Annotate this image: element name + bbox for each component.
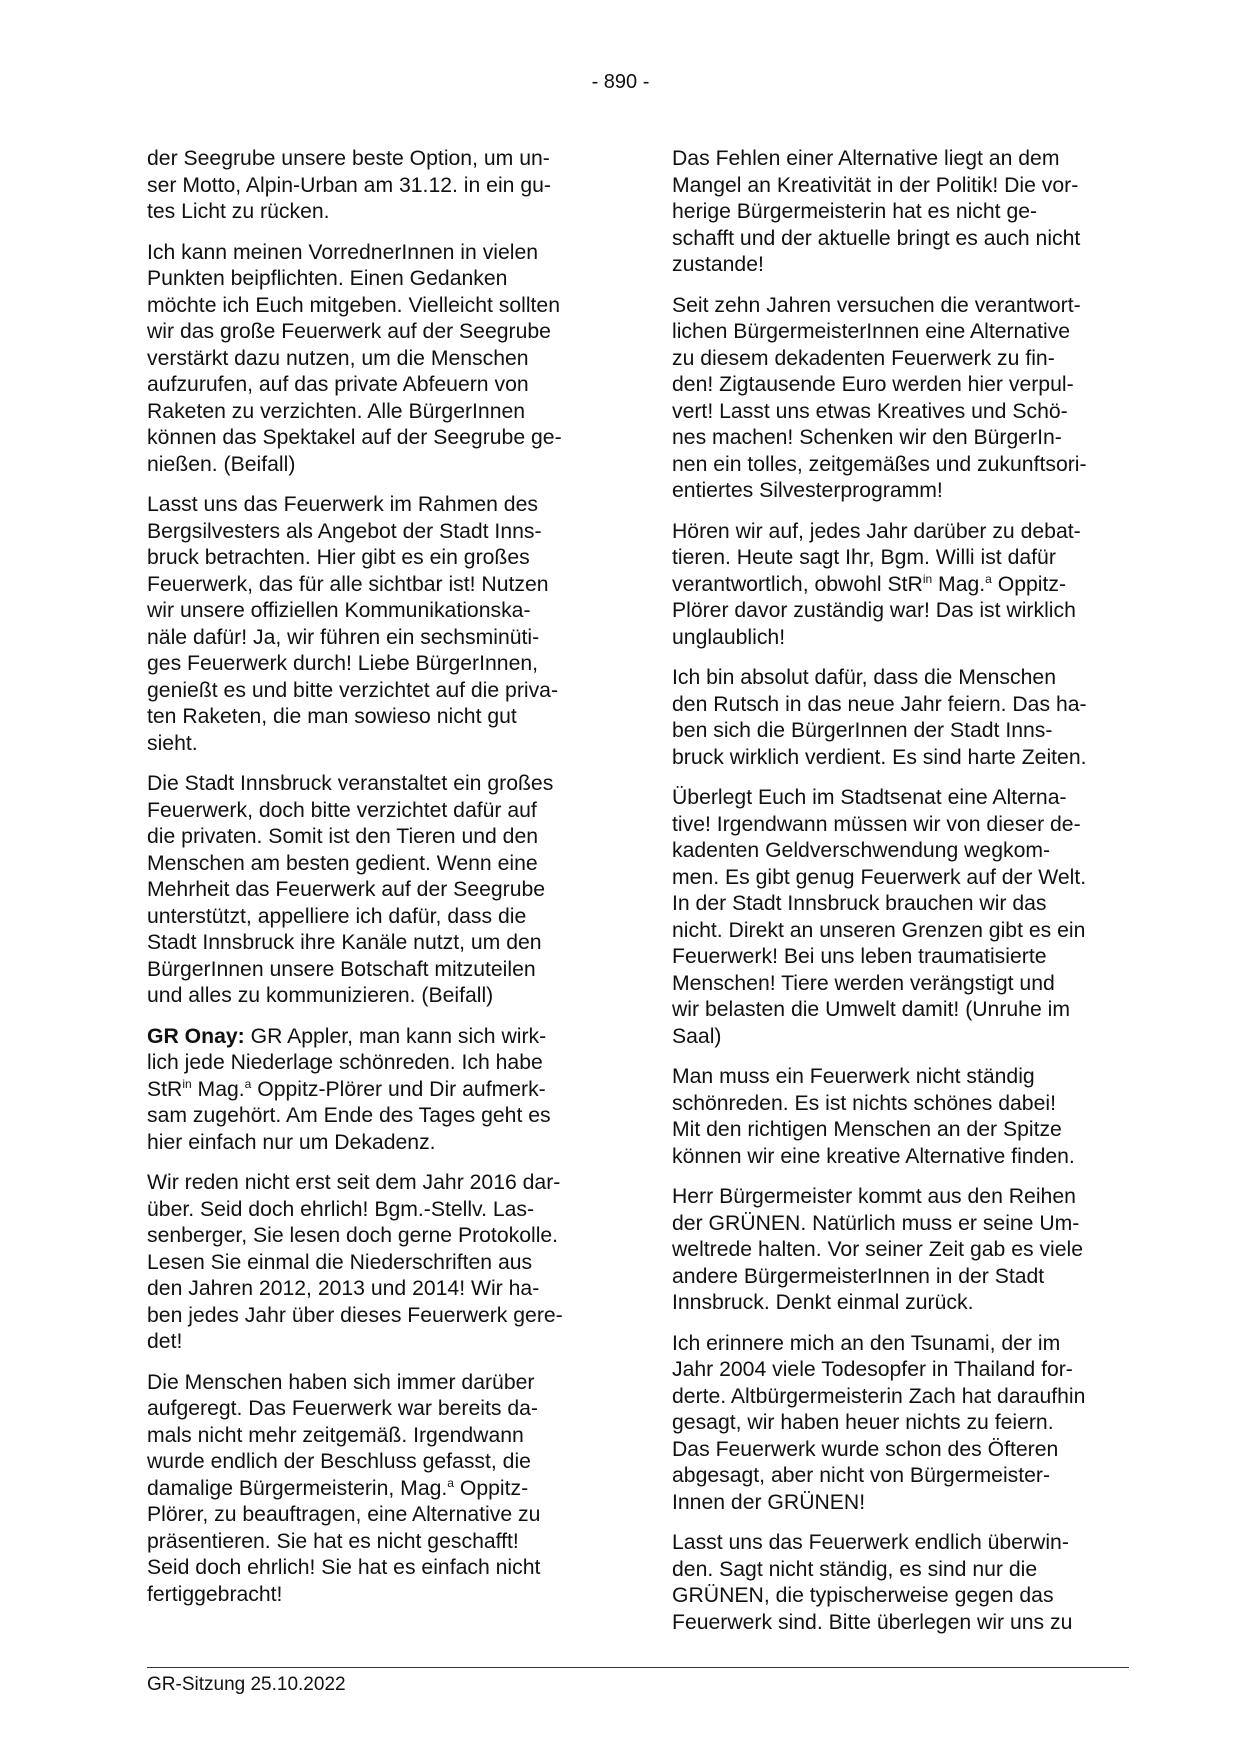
paragraph: Ich kann meinen VorrednerInnen in vielen Punkten beipflichten. Einen Gedanken möchte ich Euch mitgeben. Vielleicht sollten wir das große Feuerwerk auf der Seegrube verstärkt dazu nutzen, um die Menschen aufzurufen, auf das private Abfeuern von Raketen zu verzichten. Alle BürgerInnen können das Spektakel auf der Seegrube ge- nießen. (Beifall)	[147, 240, 562, 476]
speaker-name: GR Onay:	[147, 1024, 245, 1048]
paragraph: der Seegrube unsere beste Option, um un- ser Motto, Alpin-Urban am 31.12. in ein gu- tes Licht zu rücken.	[147, 147, 551, 223]
page-number: - 890 -	[591, 71, 650, 93]
paragraph: Die Menschen haben sich immer darüber aufgeregt. Das Feuerwerk war bereits da- mals nicht mehr zeitgemäß. Irgendwann wurde endlich der Beschluss gefasst, die damalige Bürgermeisterin, Mag.$^a$ Oppitz- Plörer, zu beauftragen, eine Alternative zu präsentieren. Sie hat es nicht geschafft! Seid doch ehrlich! Sie hat es einfach nicht fertiggebracht!	[147, 1370, 541, 1606]
paragraph: Ich bin absolut dafür, dass die Menschen den Rutsch in das neue Jahr feiern. Das ha- ben sich die BürgerInnen der Stadt Inns- bruck wirklich verdient. Es sind harte Zeiten.	[672, 666, 1087, 769]
footer-session: GR-Sitzung 25.10.2022	[147, 1674, 346, 1695]
paragraph: Herr Bürgermeister kommt aus den Reihen der GRÜNEN. Natürlich muss er seine Um- weltrede halten. Vor seiner Zeit gab es viele andere BürgermeisterInnen in der Stadt Innsbruck. Denkt einmal zurück.	[672, 1185, 1084, 1314]
footer-divider	[147, 1667, 1129, 1668]
right-column	[672, 146, 1127, 1650]
paragraph: Seit zehn Jahren versuchen die verantwort- lichen BürgermeisterInnen eine Alternative zu diesem dekadenten Feuerwerk zu fin- den! Zigtausende Euro werden hier verpul- vert! Lasst uns etwas Kreatives und Schö- nes machen! Schenken wir den BürgerIn- nen ein tolles, zeitgemäßes und zukunftsori- entiertes Silvesterprogramm!	[672, 293, 1087, 502]
left-column	[147, 146, 602, 1622]
paragraph: Die Stadt Innsbruck veranstaltet ein großes Feuerwerk, doch bitte verzichtet dafür auf die privaten. Somit ist den Tieren und den Menschen am besten gedient. Wenn eine Mehrheit das Feuerwerk auf der Seegrube unterstützt, appelliere ich dafür, dass die Stadt Innsbruck ihre Kanäle nutzt, um den BürgerInnen unsere Botschaft mitzuteilen und alles zu kommunizieren. (Beifall)	[147, 772, 554, 1007]
paragraph: Wir reden nicht erst seit dem Jahr 2016 dar- über. Seid doch ehrlich! Bgm.-Stellv. Las- senberger, Sie lesen doch gerne Protokolle. Lesen Sie einmal die Niederschriften aus den Jahren 2012, 2013 und 2014! Wir ha- ben jedes Jahr über dieses Feuerwerk gere- det!	[147, 1171, 563, 1353]
paragraph: Lasst uns das Feuerwerk im Rahmen des Bergsilvesters als Angebot der Stadt Inns- bruck betrachten. Hier gibt es ein großes Feuerwerk, das für alle sichtbar ist! Nutzen wir unsere offiziellen Kommunikationska- näle dafür! Ja, wir führen ein sechsminüti- ges Feuerwerk durch! Liebe BürgerInnen, genießt es und bitte verzichtet auf die priva- ten Raketen, die man sowieso nicht gut sieht.	[147, 493, 559, 755]
paragraph: Ich erinnere mich an den Tsunami, der im Jahr 2004 viele Todesopfer in Thailand for- derte. Altbürgermeisterin Zach hat daraufhin gesagt, wir haben heuer nichts zu feiern. Das Feuerwerk wurde schon des Öfteren abgesagt, aber nicht von Bürgermeister- Innen der GRÜNEN!	[672, 1331, 1086, 1514]
paragraph: Hören wir auf, jedes Jahr darüber zu debat- tieren. Heute sagt Ihr, Bgm. Willi ist dafür verantwortlich, obwohl StR$^{in}$ Mag.$^a$ Oppitz- Plörer davor zuständig war! Das ist wirklich unglaublich!	[672, 519, 1081, 649]
paragraph: Lasst uns das Feuerwerk endlich überwin- den. Sagt nicht ständig, es sind nur die GRÜNEN, die typischerweise gegen das Feuerwerk sind. Bitte überlegen wir uns zu	[672, 1531, 1073, 1634]
paragraph: Das Fehlen einer Alternative liegt an dem Mangel an Kreativität in der Politik! Die vor- herige Bürgermeisterin hat es nicht ge- schafft und der aktuelle bringt es auch nicht zustande!	[672, 147, 1081, 276]
speaker-paragraph: GR Onay: GR Appler, man kann sich wirk- lich jede Niederlage schönreden. Ich habe StR$^{in}$ Mag.$^a$ Oppitz-Plörer und Dir aufmerk- sam zugehört. Am Ende des Tages geht es hier einfach nur um Dekadenz.	[147, 1024, 551, 1154]
paragraph: Überlegt Euch im Stadtsenat eine Alterna- tive! Irgendwann müssen wir von dieser de- kadenten Geldverschwendung wegkom- men. Es gibt genug Feuerwerk auf der Welt. In der Stadt Innsbruck brauchen wir das nicht. Direkt an unseren Grenzen gibt es ein Feuerwerk! Bei uns leben traumatisierte Menschen! Tiere werden verängstigt und wir belasten die Umwelt damit! (Unruhe im Saal)	[672, 786, 1087, 1048]
paragraph: Man muss ein Feuerwerk nicht ständig schönreden. Es ist nichts schönes dabei! Mit den richtigen Menschen an der Spitze können wir eine kreative Alternative finden.	[672, 1065, 1075, 1168]
